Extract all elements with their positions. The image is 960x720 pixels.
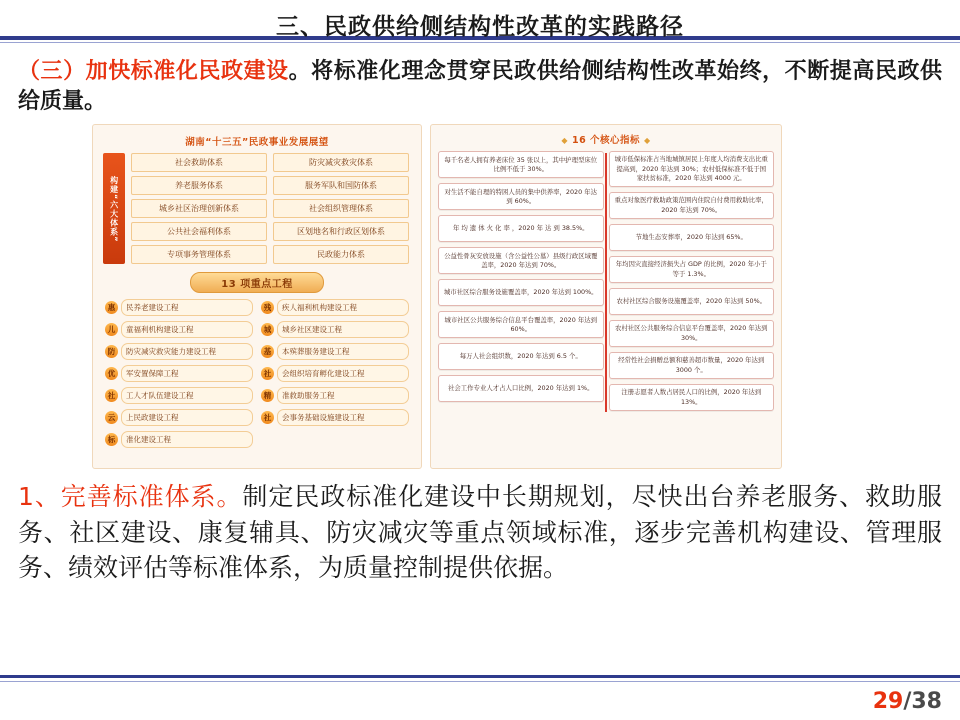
project-label: 工人才队伍建设工程 [121, 387, 253, 404]
project-label: 童福利机构建设工程 [121, 321, 253, 338]
project-label: 军安置保障工程 [121, 365, 253, 382]
diamond-left-icon: ◆ [561, 136, 568, 146]
indicator-item: 农村社区公共服务综合信息平台覆盖率，2020 年达到 30%。 [609, 320, 775, 347]
diamond-right-icon: ◆ [644, 136, 651, 146]
project-item [105, 343, 253, 360]
body-red-text: 1、完善标准体系。 [18, 482, 243, 512]
project-item [261, 387, 409, 404]
six-systems-column-right [273, 153, 409, 264]
system-item: 防灾减灾救灾体系 [273, 153, 409, 172]
project-badge-icon: 精 [261, 389, 274, 402]
header-divider-thin [0, 42, 960, 43]
indicator-item: 注册志愿者人数占居民人口的比例，2020 年达到 13%。 [609, 384, 775, 411]
total-page-number: 38 [911, 689, 942, 714]
project-badge-icon: 社 [261, 367, 274, 380]
left-panel-title: 湖南“十三五”民政事业发展展望 [185, 137, 329, 149]
current-page-number: 29 [872, 689, 904, 714]
system-item: 社会救助体系 [131, 153, 267, 172]
project-badge-icon: 社 [105, 389, 118, 402]
system-item: 城乡社区治理创新体系 [131, 199, 267, 218]
project-label: 民养老建设工程 [121, 299, 253, 316]
body-rest-text: 制定民政标准化建设中长期规划，尽快出台养老服务、救助服务、社区建设、康复辅具、防灾减灾等重点领域标准，逐步完善机构建设、管理服务、绩效评估等标准体系，为质量控制提供依据。 [18, 482, 942, 583]
project-label: 上民政建设工程 [121, 409, 253, 426]
project-badge-icon: 残 [261, 301, 274, 314]
project-badge-icon: 防 [105, 345, 118, 358]
project-label: 城乡社区建设工程 [277, 321, 409, 338]
indicators-column-right [609, 151, 775, 416]
page-number [873, 689, 942, 714]
project-label: 会事务基础设施建设工程 [277, 409, 409, 426]
footer-divider [0, 675, 960, 678]
project-item [261, 343, 409, 360]
system-item: 养老服务体系 [131, 176, 267, 195]
indicators-spine [605, 153, 607, 412]
project-badge-icon: 社 [261, 411, 274, 424]
project-label: 准救助服务工程 [277, 387, 409, 404]
indicators-grid [435, 151, 777, 416]
left-diagram-panel [92, 124, 422, 469]
indicator-item: 经常性社会捐赠总额和慈善超市数量，2020 年达到 3000 个。 [609, 352, 775, 379]
system-item: 区划地名和行政区划体系 [273, 222, 409, 241]
indicator-item: 节地生态安葬率，2020 年达到 65%。 [609, 224, 775, 251]
project-item [261, 409, 409, 426]
project-label: 准化建设工程 [121, 431, 253, 448]
system-item: 社会组织管理体系 [273, 199, 409, 218]
project-badge-icon: 基 [261, 345, 274, 358]
lead-red-text: （三）加快标准化民政建设 [18, 59, 289, 84]
project-badge-icon: 标 [105, 433, 118, 446]
system-item: 服务军队和国防体系 [273, 176, 409, 195]
project-badge-icon: 优 [105, 367, 118, 380]
page-title: 三、民政供给侧结构性改革的实践路径 [276, 14, 684, 40]
page-separator: / [903, 689, 912, 714]
indicator-item: 对生活不能自理的特困人员的集中供养率，2020 年达到 60%。 [438, 183, 604, 210]
projects-column-right [261, 299, 409, 453]
system-item: 公共社会福利体系 [131, 222, 267, 241]
indicator-item: 每千名老人拥有养老床位 35 张以上，其中护理型床位比例不低于 30%。 [438, 151, 604, 178]
project-item [105, 365, 253, 382]
lead-paragraph [18, 57, 942, 116]
project-item [105, 321, 253, 338]
right-panel-title [435, 132, 777, 146]
indicator-item: 重点对象医疗救助政策范围内住院自付费用救助比率，2020 年达到 70%。 [609, 192, 775, 219]
project-item [105, 409, 253, 426]
indicators-column-left [438, 151, 604, 416]
project-label: 疾人福利机构建设工程 [277, 299, 409, 316]
project-label: 防灾减灾救灾能力建设工程 [121, 343, 253, 360]
system-item: 民政能力体系 [273, 245, 409, 264]
indicator-item: 年均因灾直接经济损失占 GDP 的比例，2020 年小于等于 1.3%。 [609, 256, 775, 283]
footer-divider-thin [0, 681, 960, 682]
body-paragraph [18, 479, 942, 586]
project-item [261, 365, 409, 382]
projects-banner: 13 项重点工程 [190, 272, 324, 293]
project-label: 本殡葬服务建设工程 [277, 343, 409, 360]
project-item [261, 299, 409, 316]
project-badge-icon: 儿 [105, 323, 118, 336]
indicator-item: 城市社区综合服务设施覆盖率，2020 年达到 100%。 [438, 279, 604, 306]
indicator-item: 农村社区综合服务设施覆盖率，2020 年达到 50%。 [609, 288, 775, 315]
indicator-item: 社会工作专业人才占人口比例，2020 年达到 1%。 [438, 375, 604, 402]
project-item [105, 299, 253, 316]
project-badge-icon: 云 [105, 411, 118, 424]
six-systems-block [103, 153, 409, 264]
indicator-item: 公益性骨灰安放设施（含公益性公墓）县级行政区域覆盖率，2020 年达到 70%。 [438, 247, 604, 274]
project-item [105, 387, 253, 404]
indicator-item: 城市社区公共服务综合信息平台覆盖率，2020 年达到 60%。 [438, 311, 604, 338]
indicator-item: 城市低保标准占当地城镇居民上年度人均消费支出比重提高到，2020 年达到 30%；农村低保标准不低于国家扶贫标准，2020 年达到 4000 元。 [609, 151, 775, 187]
six-systems-column-left [131, 153, 267, 264]
indicator-item: 每万人社会组织数，2020 年达到 6.5 个。 [438, 343, 604, 370]
six-systems-side-label: 构建“六大体系” [103, 153, 125, 264]
projects-column-left [105, 299, 253, 453]
project-badge-icon: 惠 [105, 301, 118, 314]
right-indicators-panel [430, 124, 782, 469]
figure-area [92, 124, 870, 469]
slide-header [0, 0, 960, 43]
project-label: 会组织培育孵化建设工程 [277, 365, 409, 382]
project-item [261, 321, 409, 338]
system-item: 专项事务管理体系 [131, 245, 267, 264]
project-item [105, 431, 253, 448]
project-badge-icon: 城 [261, 323, 274, 336]
indicator-item: 年 均 遗 体 火 化 率 ，2020 年 达 到 38.5%。 [438, 215, 604, 242]
right-panel-title-text: 16 个核心指标 [571, 135, 641, 147]
lead-rest-text: 。将标准化理念贯穿民政供给侧结构性改革始终，不断提高民政供给质量。 [18, 59, 942, 114]
projects-grid [99, 299, 415, 453]
